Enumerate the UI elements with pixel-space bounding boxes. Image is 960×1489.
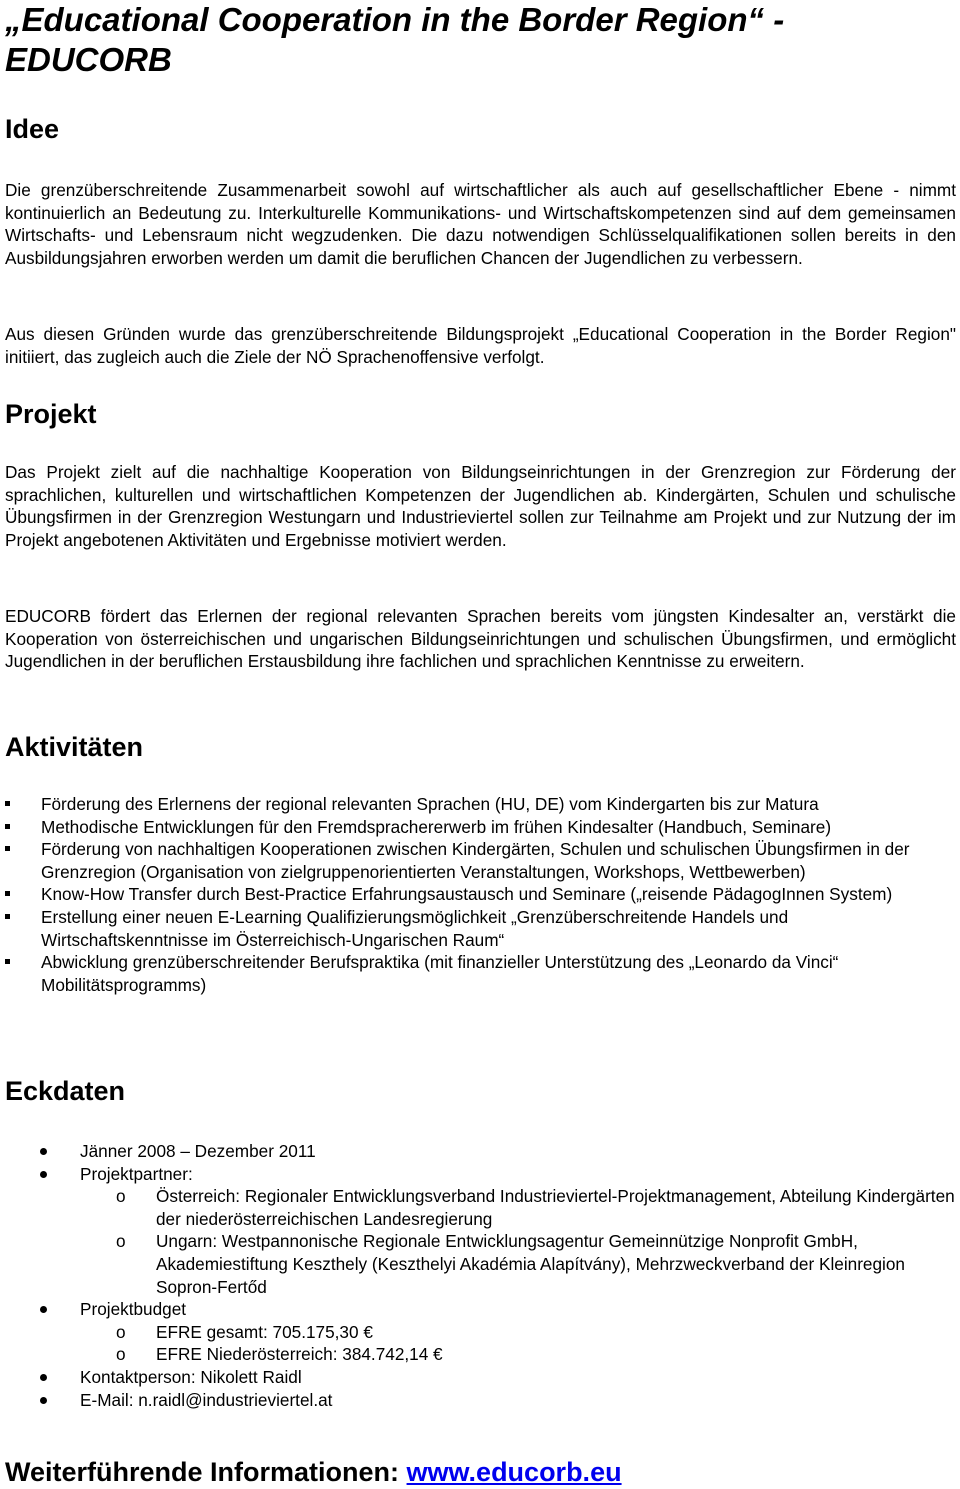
round-bullet-icon <box>40 1374 47 1381</box>
circle-bullet-icon: o <box>116 1186 126 1207</box>
list-item: Projektbudget o EFRE gesamt: 705.175,30 € o EFRE Niederösterreich: 384.742,14 € <box>5 1298 956 1366</box>
list-item: E-Mail: n.raidl@industrieviertel.at <box>5 1389 956 1412</box>
circle-bullet-icon: o <box>116 1321 126 1342</box>
square-bullet-icon <box>5 959 10 964</box>
budget-sublist <box>5 1321 956 1366</box>
projekt-paragraph-2: EDUCORB fördert das Erlernen der regional relevanten Sprachen bereits vom jüngsten Kindesalter an, verstärkt die Kooperation von österreichischen und ungarischen Bildungseinrichtungen und schulischen Übungsfirmen, und ermöglicht Jugendlichen in der beruflichen Erstausbildung ihre fachlichen und sprachlichen Kenntnisse zu erweitern. <box>5 606 956 672</box>
further-info-label: Weiterführende Informationen: <box>5 1457 400 1487</box>
section-heading-aktivitaeten: Aktivitäten <box>5 732 144 762</box>
square-bullet-icon <box>5 846 10 851</box>
partner-sublist <box>5 1185 956 1298</box>
round-bullet-icon <box>40 1148 47 1155</box>
website-link[interactable]: www.educorb.eu <box>406 1457 622 1487</box>
square-bullet-icon <box>5 801 10 806</box>
circle-bullet-icon: o <box>116 1231 126 1252</box>
round-bullet-icon <box>40 1397 47 1404</box>
section-heading-projekt: Projekt <box>5 399 97 429</box>
list-item: Erstellung einer neuen E-Learning Qualifizierungsmöglichkeit „Grenzüberschreitende Handels und Wirtschaftskenntnisse im Österreichisch-Ungarischen Raum“ <box>5 906 956 951</box>
list-item: o EFRE gesamt: 705.175,30 € <box>116 1321 373 1342</box>
list-item: Förderung von nachhaltigen Kooperationen zwischen Kindergärten, Schulen und schulischen Übungsfirmen in der Grenzregion (Organisation von zielgruppenorientierten Veranstaltungen, Workshops, Wettbewerben) <box>5 838 956 883</box>
list-item: o EFRE Niederösterreich: 384.742,14 € <box>116 1344 443 1365</box>
circle-bullet-icon: o <box>116 1344 126 1365</box>
list-item: Jänner 2008 – Dezember 2011 <box>5 1140 956 1163</box>
list-item: o Österreich: Regionaler Entwicklungsverband Industrieviertel-Projektmanagement, Abteilung Kindergärten der niederösterreichischen Landesregierung <box>116 1186 955 1229</box>
idee-paragraph-1: Die grenzüberschreitende Zusammenarbeit sowohl auf wirtschaftlicher als auch auf gesellschaftlicher Ebene - nimmt kontinuierlich an Bedeutung zu. Interkulturelle Kommunikations- und Wirtschaftskompetenzen sind auf dem gemeinsamen Wirtschafts- und Lebensraum nicht wegzudenken. Die dazu notwendigen Schlüsselqualifikationen sollen bereits in den Ausbildungsjahren erworben werden um damit die beruflichen Chancen der Jugendlichen zu verbessern. <box>5 180 956 268</box>
projekt-paragraph-1: Das Projekt zielt auf die nachhaltige Kooperation von Bildungseinrichtungen in der Grenzregion zur Förderung der sprachlichen, kulturellen und wirtschaftlichen Kompetenzen der Jugendlichen ab. Kindergärten, Schulen und schulische Übungsfirmen in der Grenzregion Westungarn und Industrieviertel sollen zur Teilnahme am Projekt und zur Nutzung der im Projekt angebotenen Aktivitäten und Ergebnisse motiviert werden. <box>5 462 956 550</box>
list-item: Abwicklung grenzüberschreitender Berufspraktika (mit finanzieller Unterstützung des „Leonardo da Vinci“ Mobilitätsprogramms) <box>5 951 956 996</box>
square-bullet-icon <box>5 891 10 896</box>
list-item: Projektpartner: o Österreich: Regionaler Entwicklungsverband Industrieviertel-Projektmanagement, Abteilung Kindergärten der niederösterreichischen Landesregierung o Ungarn: Westpannonische Regionale Entwicklungsagentur Gemeinnützige Nonprofit GmbH, Akademiestiftung Keszthely (Keszthelyi Akadémia Alapítvány), Mehrzweckverband der Kleinregion Sopron-Fertőd <box>5 1163 956 1299</box>
list-item: o Ungarn: Westpannonische Regionale Entwicklungsagentur Gemeinnützige Nonprofit GmbH, Akademiestiftung Keszthely (Keszthelyi Akadémia Alapítvány), Mehrzweckverband der Kleinregion Sopron-Fertőd <box>116 1231 905 1297</box>
idee-paragraph-2: Aus diesen Gründen wurde das grenzüberschreitende Bildungsprojekt „Educational Cooperation in the Border Region" initiiert, das zugleich auch die Ziele der NÖ Sprachenoffensive verfolgt. <box>5 324 956 367</box>
round-bullet-icon <box>40 1306 47 1313</box>
list-item: Kontaktperson: Nikolett Raidl <box>5 1366 956 1389</box>
square-bullet-icon <box>5 824 10 829</box>
list-item: Förderung des Erlernens der regional relevanten Sprachen (HU, DE) vom Kindergarten bis zur Matura <box>5 793 956 816</box>
list-item: Methodische Entwicklungen für den Fremdsprachererwerb im frühen Kindesalter (Handbuch, Seminare) <box>5 816 956 839</box>
eckdaten-list <box>5 1140 956 1411</box>
document-title: „Educational Cooperation in the Border Region“ - EDUCORB <box>5 1 785 78</box>
round-bullet-icon <box>40 1171 47 1178</box>
further-info <box>5 1455 622 1489</box>
list-item: Know-How Transfer durch Best-Practice Erfahrungsaustausch und Seminare („reisende PädagogInnen System) <box>5 883 956 906</box>
aktivitaeten-list <box>5 793 956 996</box>
square-bullet-icon <box>5 914 10 919</box>
section-heading-idee: Idee <box>5 114 60 144</box>
section-heading-eckdaten: Eckdaten <box>5 1076 126 1106</box>
